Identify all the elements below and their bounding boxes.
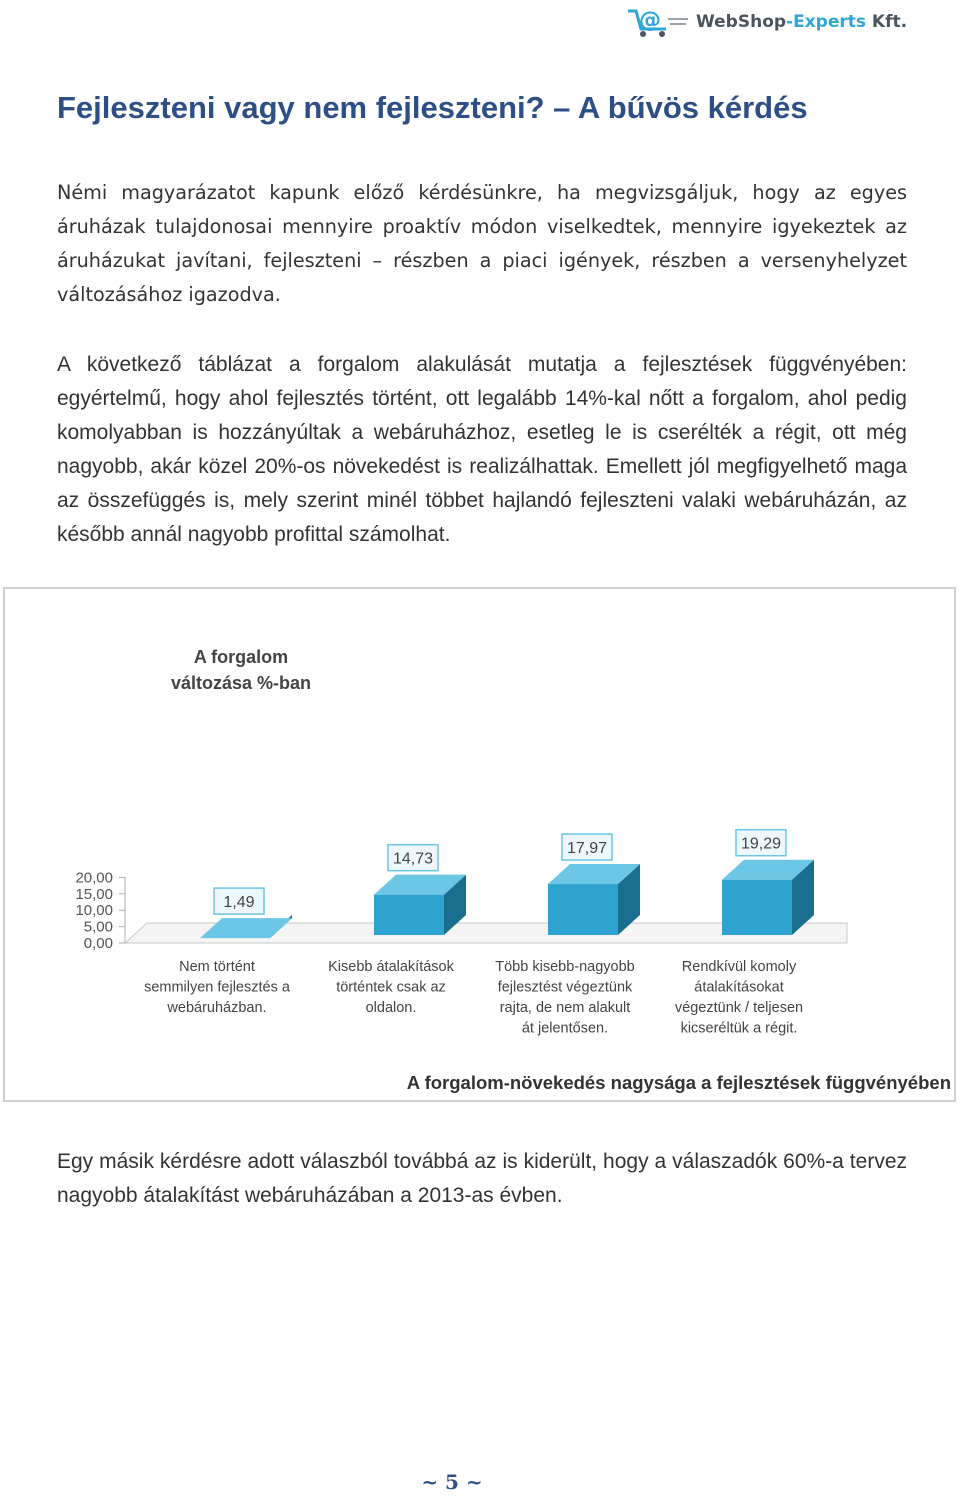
y-tick-label: 0,00: [83, 935, 113, 952]
data-label: 19,29: [740, 835, 782, 853]
y-tick-label: 10,00: [75, 902, 113, 920]
y-tick-label: 20,00: [75, 869, 113, 887]
bar: [374, 895, 444, 935]
paragraph-table-description: A következő táblázat a forgalom alakulását mutatja a fejlesztések függvényében: egyértelmű, hogy ahol fejlesztés történt, ott legalább 14%-kal nőtt a forgalom, ahol pedig komolyabban is hozzányúltak a webáruházhoz, esetleg le is cserélték a régit, ott még nagyobb, akár közel 20%-os növekedést is realizálhattak. Emellett jól megfigyelhető maga az összefüggés is, mely szerint minél többet hajlandó fejleszteni valaki webáruházán, az később annál nagyobb profittal számolhat.: [57, 353, 907, 546]
category-label: Rendkívül komoly: [681, 959, 797, 975]
category-label: Kisebb átalakítások: [328, 959, 454, 975]
category-label: webáruházban.: [167, 1000, 267, 1016]
page-number: ~ 5 ~: [421, 1470, 483, 1494]
page-title: Fejleszteni vagy nem fejleszteni? – A bűvös kérdés: [57, 90, 808, 125]
paragraph-intro: Némi magyarázatot kapunk előző kérdésünkre, ha megvizsgáljuk, hogy az egyes áruházak tulajdonosai mennyire proaktív módon viselkedtek, mennyire igyekeztek az áruházukat javítani, fejleszteni – részben a piaci igények, részben a versenyhelyzet változásához igazodva.: [57, 181, 907, 306]
chart-title: A forgalom: [193, 647, 289, 667]
revenue-change-chart: [3, 587, 956, 1102]
data-label: 14,73: [392, 850, 434, 868]
company-logo: [626, 4, 926, 40]
category-label: végeztünk / teljesen: [674, 1000, 804, 1016]
category-label: rajta, de nem alakult: [499, 1000, 631, 1016]
y-tick-label: 5,00: [83, 918, 113, 936]
category-label: átalakításokat: [694, 979, 784, 996]
bar: [722, 880, 792, 935]
svg-text:@: @: [639, 8, 661, 33]
category-label: át jelentősen.: [521, 1020, 609, 1037]
paragraph-plans: Egy másik kérdésre adott válaszból továbbá az is kiderült, hogy a válaszadók 60%-a tervez nagyobb átalakítást webáruházában a 2013-as évben.: [57, 1150, 907, 1207]
category-label: semmilyen fejlesztés a: [144, 979, 290, 996]
chart-caption: A forgalom-növekedés nagysága a fejlesztések függvényében: [406, 1072, 951, 1093]
category-label: Több kisebb-nagyobb: [495, 959, 635, 975]
bar: [548, 884, 618, 935]
data-label: 17,97: [566, 840, 608, 858]
category-label: fejlesztést végeztünk: [497, 979, 633, 996]
chart-canvas: [5, 589, 958, 1104]
chart-title: változása %-ban: [170, 673, 312, 693]
shopping-cart-icon: [626, 5, 690, 39]
category-label: történtek csak az: [336, 979, 446, 996]
category-label: oldalon.: [365, 1000, 417, 1016]
logo-text: WebShop-Experts Kft.: [696, 12, 908, 32]
category-label: kicseréltük a régit.: [680, 1020, 798, 1037]
y-tick-label: 15,00: [75, 885, 113, 903]
category-label: Nem történt: [179, 959, 255, 975]
data-label: 1,49: [223, 894, 255, 912]
